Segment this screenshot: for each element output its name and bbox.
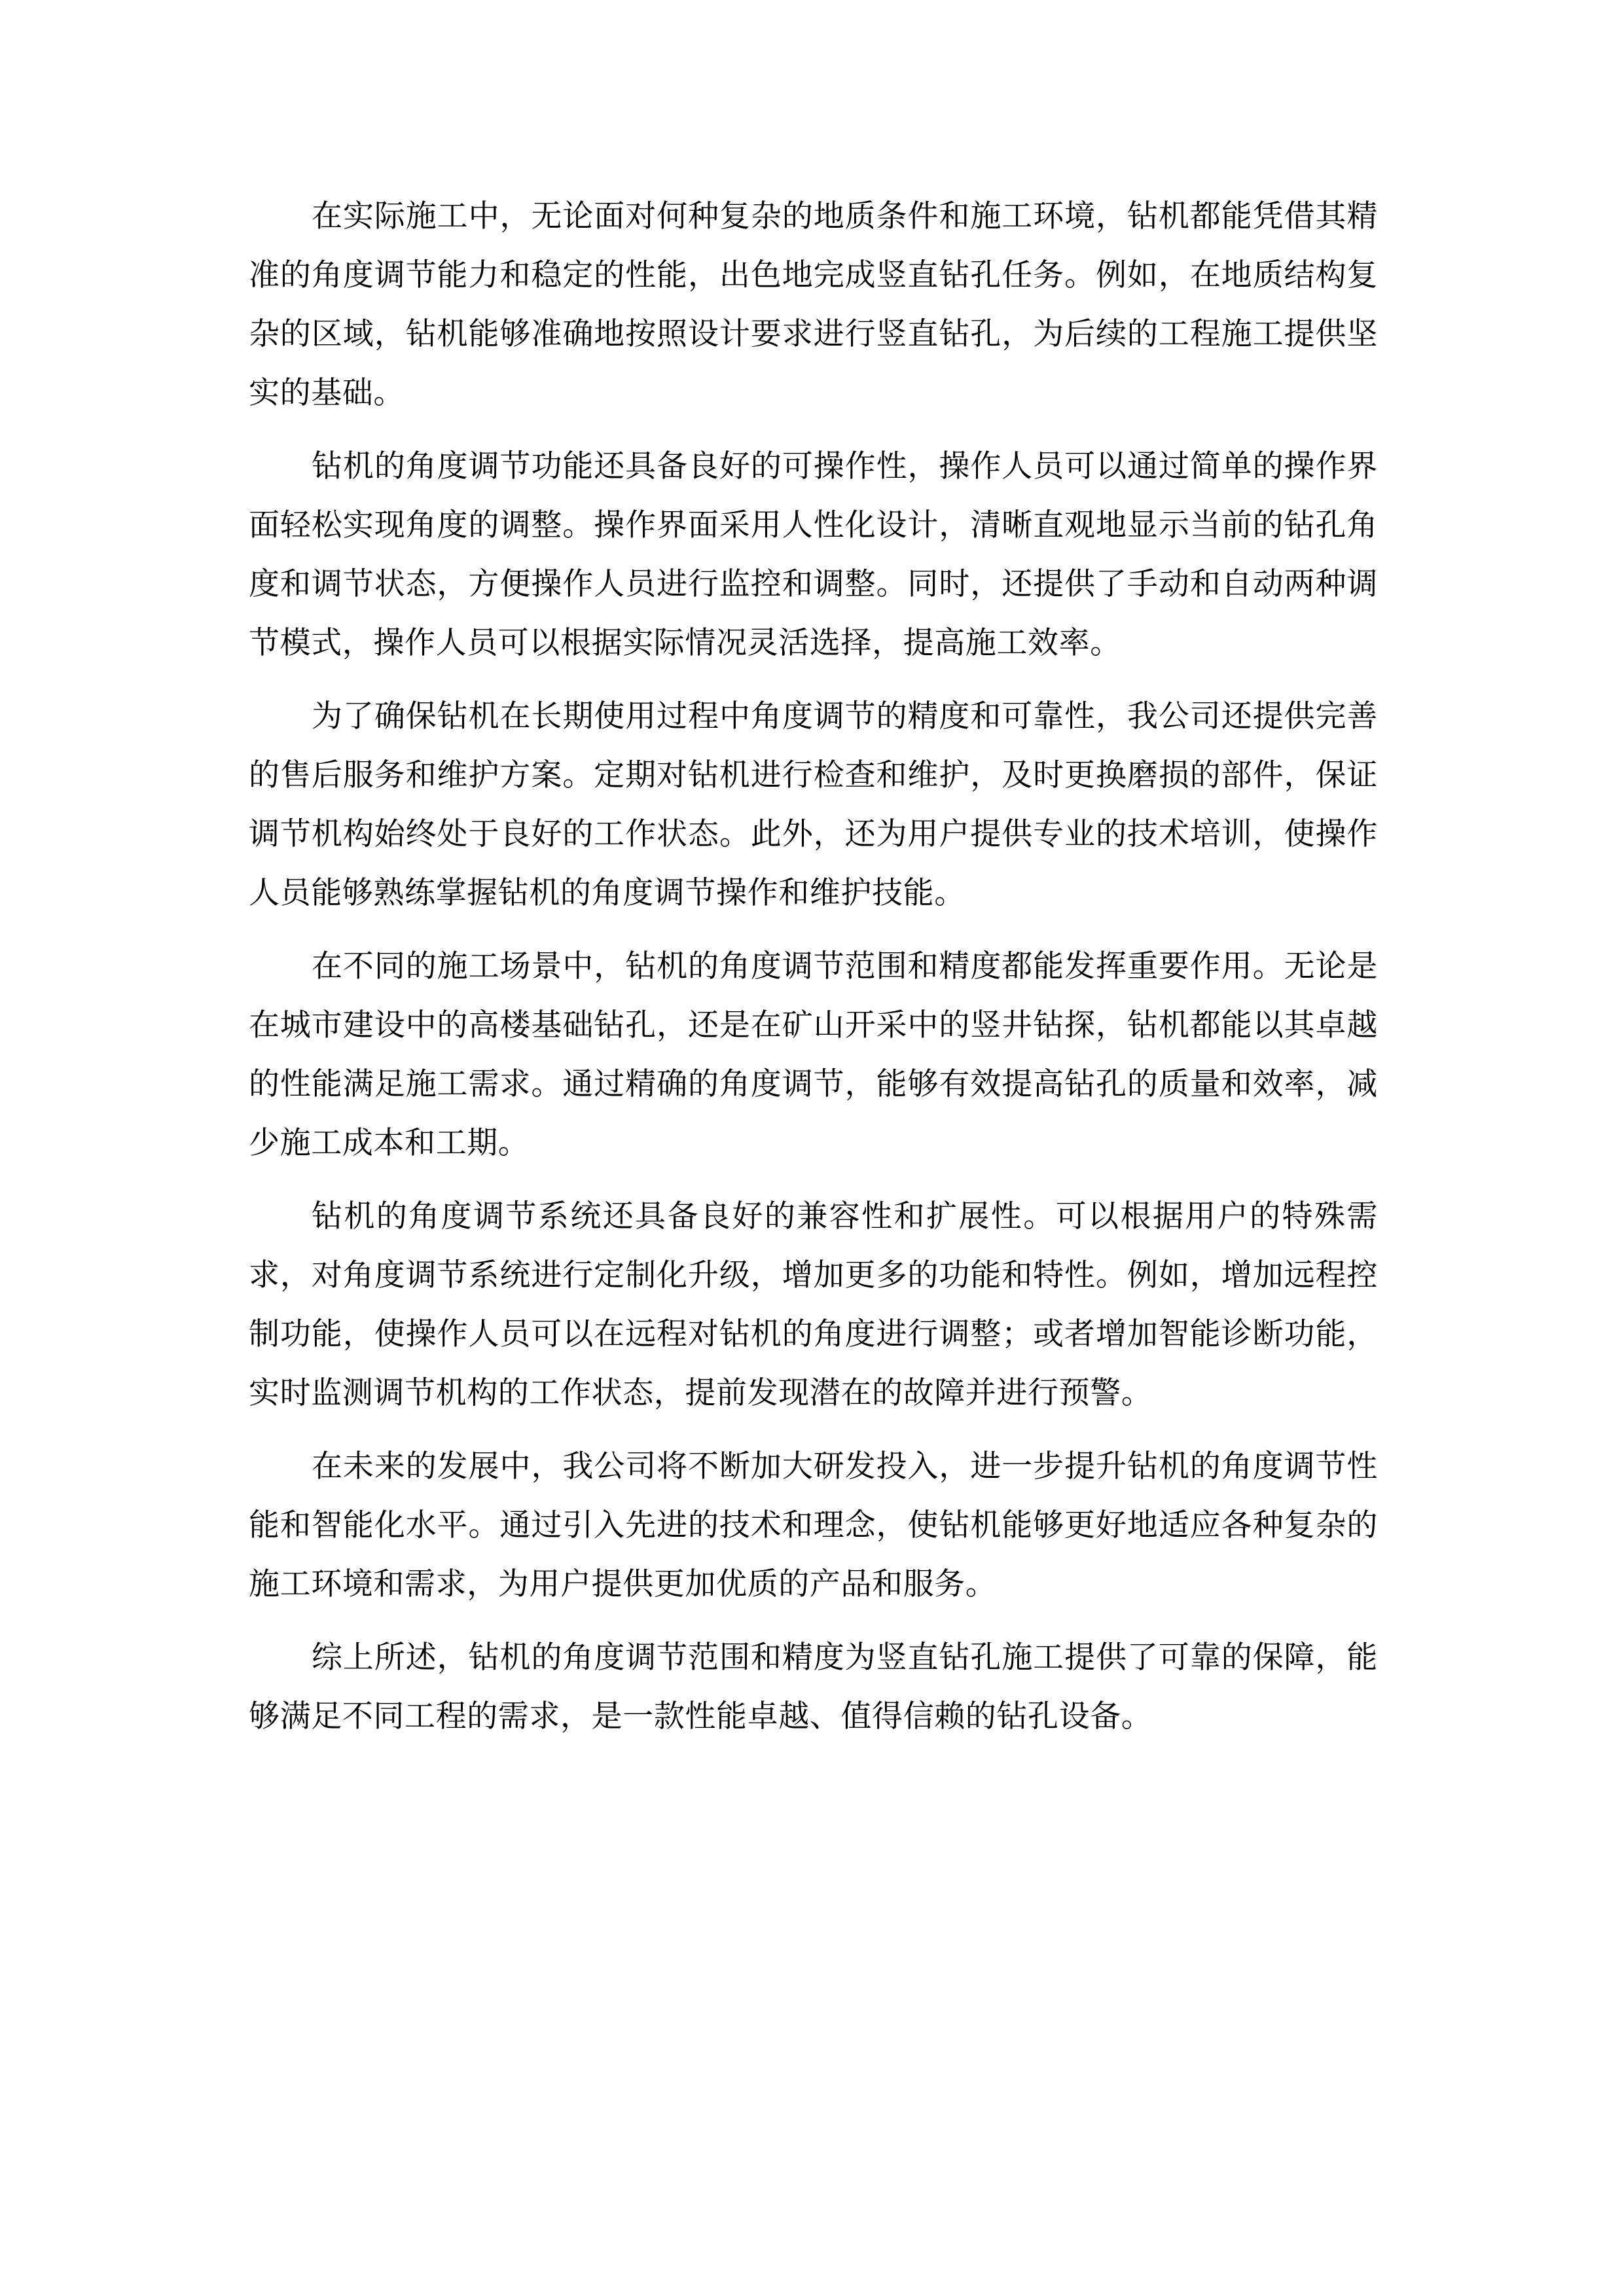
paragraph-3: 为了确保钻机在长期使用过程中角度调节的精度和可靠性，我公司还提供完善的售后服务和维护方案。定期对钻机进行检查和维护，及时更换磨损的部件，保证调节机构始终处于良好的工作状态。此外，还为用户提供专业的技术培训，使操作人员能够熟练掌握钻机的角度调节操作和维护技能。 <box>249 698 1378 911</box>
paragraph-7: 综上所述，钻机的角度调节范围和精度为竖直钻孔施工提供了可靠的保障，能够满足不同工程的需求，是一款性能卓越、值得信赖的钻孔设备。 <box>249 1640 1378 1734</box>
document-body <box>249 187 1378 1761</box>
paragraph-4: 在不同的施工场景中，钻机的角度调节范围和精度都能发挥重要作用。无论是在城市建设中的高楼基础钻孔，还是在矿山开采中的竖井钻探，钻机都能以其卓越的性能满足施工需求。通过精确的角度调节，能够有效提高钻孔的质量和效率，减少施工成本和工期。 <box>249 948 1378 1161</box>
paragraph-5: 钻机的角度调节系统还具备良好的兼容性和扩展性。可以根据用户的特殊需求，对角度调节系统进行定制化升级，增加更多的功能和特性。例如，增加远程控制功能，使操作人员可以在远程对钻机的角度进行调整；或者增加智能诊断功能，实时监测调节机构的工作状态，提前发现潜在的故障并进行预警。 <box>249 1198 1378 1411</box>
paragraph-2: 钻机的角度调节功能还具备良好的可操作性，操作人员可以通过简单的操作界面轻松实现角度的调整。操作界面采用人性化设计，清晰直观地显示当前的钻孔角度和调节状态，方便操作人员进行监控和调整。同时，还提供了手动和自动两种调节模式，操作人员可以根据实际情况灵活选择，提高施工效率。 <box>249 448 1378 661</box>
paragraph-1: 在实际施工中，无论面对何种复杂的地质条件和施工环境，钻机都能凭借其精准的角度调节能力和稳定的性能，出色地完成竖直钻孔任务。例如，在地质结构复杂的区域，钻机能够准确地按照设计要求进行竖直钻孔，为后续的工程施工提供坚实的基础。 <box>249 198 1378 411</box>
paragraph-6: 在未来的发展中，我公司将不断加大研发投入，进一步提升钻机的角度调节性能和智能化水平。通过引入先进的技术和理念，使钻机能够更好地适应各种复杂的施工环境和需求，为用户提供更加优质的产品和服务。 <box>249 1448 1378 1602</box>
